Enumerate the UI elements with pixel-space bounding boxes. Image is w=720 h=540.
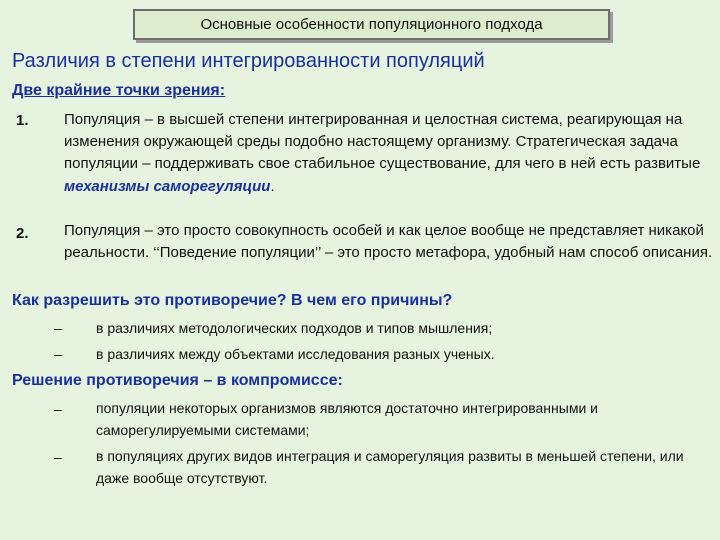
point-emphasis: механизмы саморегуляции — [64, 177, 271, 195]
cause-item: в различиях методологических подходов и типов мышления; — [96, 320, 493, 336]
dash-bullet: – — [54, 449, 62, 465]
dash-bullet: – — [54, 346, 62, 362]
point-number: 2. — [16, 225, 29, 242]
dash-bullet: – — [54, 401, 62, 417]
cause-item: в различиях между объектами исследования разных ученых. — [96, 346, 495, 362]
solution-item: популяции некоторых организмов являются достаточно интегрированными и саморегулируемыми системами; — [96, 400, 598, 438]
solution-heading: Решение противоречия – в компромиссе: — [12, 372, 343, 389]
main-heading: Различия в степени интегрированности популяций — [12, 50, 485, 72]
point-text — [64, 109, 714, 198]
point-text-body: Популяция – в высшей степени интегрированная и целостная система, реагирующая на изменения окружающей среды подобно настоящему организму. Стратегическая задача популяции – поддерживать свое стабильное существование, для чего в ней есть развитые — [64, 111, 701, 173]
slide-title-box — [133, 9, 610, 40]
subheading: Две крайние точки зрения: — [12, 82, 226, 99]
point-text: Популяция – это просто совокупность особей и как целое вообще не представляет никакой реальности. ‘‘Поведение популяции’’ – это просто метафора, удобный нам способ описания. — [64, 222, 713, 262]
solution-item: в популяциях других видов интеграция и саморегуляция развиты в меньшей степени, или даже вообще отсутствуют. — [96, 448, 684, 486]
slide-title: Основные особенности популяционного подхода — [200, 16, 543, 33]
question-heading: Как разрешить это противоречие? В чем его причины? — [12, 292, 453, 309]
point-number: 1. — [16, 112, 29, 129]
dash-bullet: – — [54, 320, 62, 336]
point-text-tail: . — [270, 177, 275, 195]
